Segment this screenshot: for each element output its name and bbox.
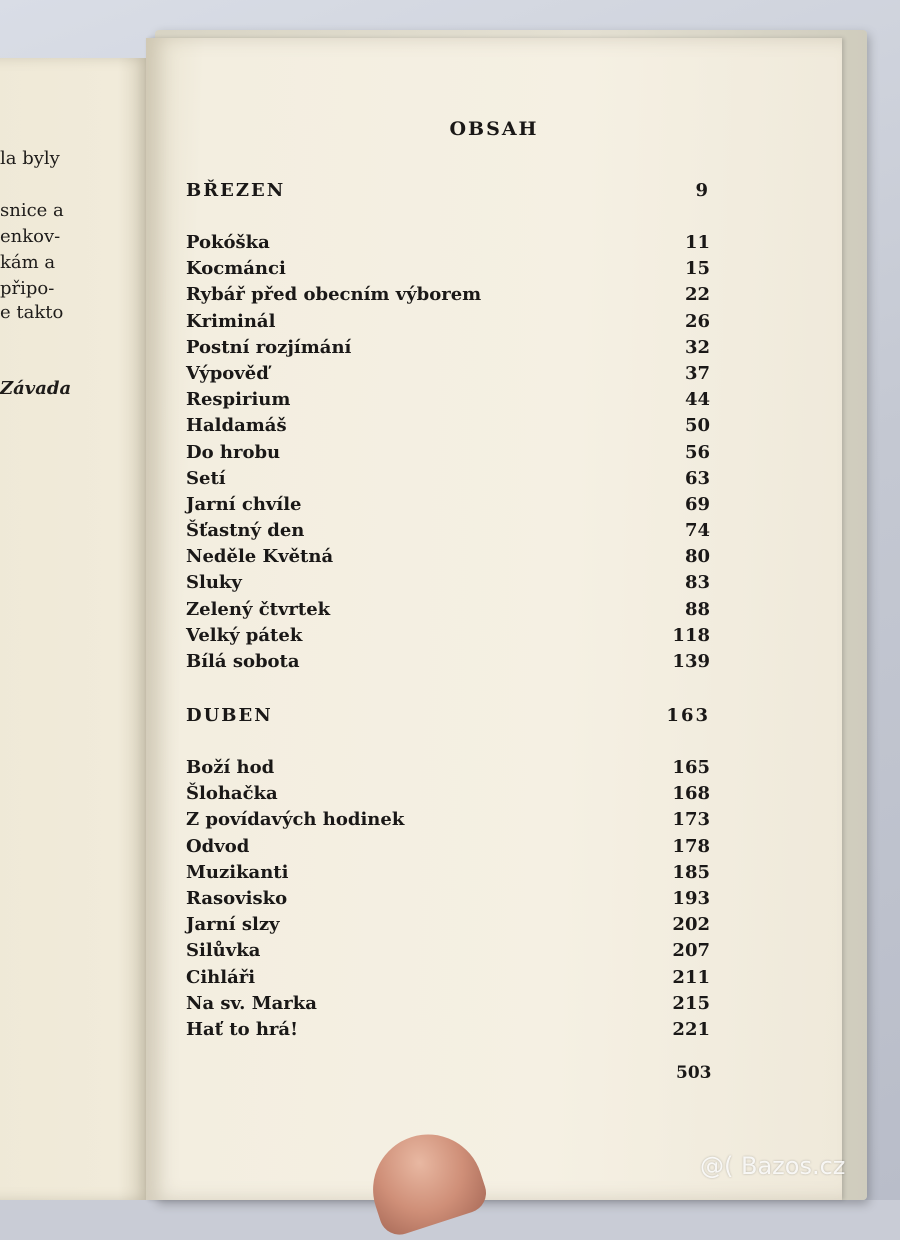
toc-entry [186, 282, 710, 308]
toc-entry [186, 309, 710, 335]
toc-entry-title: Boží hod [186, 757, 275, 778]
toc-entry-title: Sluky [186, 572, 242, 594]
toc-entry-page: 118 [672, 624, 710, 646]
toc-entry-title: Postní rozjímání [186, 336, 352, 358]
toc-entry-page: 178 [672, 835, 710, 857]
toc-entry-title: Hať to hrá! [186, 1018, 298, 1040]
toc-entry [186, 781, 710, 807]
left-page-text-fragment: enkov- [0, 226, 61, 247]
toc-entry-page: 69 [684, 493, 710, 515]
toc-entry-page: 83 [684, 572, 710, 594]
left-page-text-fragment: Závada [0, 378, 72, 399]
toc-entry [186, 1017, 710, 1043]
toc-entry [186, 361, 710, 387]
toc-entry-title: Rasovisko [186, 887, 288, 909]
toc-entry [186, 544, 710, 570]
toc-entry-title: Setí [186, 467, 226, 489]
page-title: OBSAH [449, 118, 539, 140]
toc-entry-page: 221 [672, 1018, 710, 1040]
toc-entry [186, 807, 710, 833]
toc-entry-page: 80 [684, 546, 710, 568]
toc-entry-title: Velký pátek [186, 624, 303, 646]
toc-entry [186, 387, 710, 413]
toc-entry-page: 63 [684, 467, 710, 489]
toc-entry-page: 26 [684, 310, 710, 332]
toc-entry-page: 202 [672, 914, 710, 936]
toc-entry-page: 211 [672, 966, 710, 988]
toc-entry-page: 168 [672, 783, 710, 805]
left-page-text-fragment: připo- [0, 278, 55, 299]
toc-entry-page: 215 [672, 992, 710, 1014]
section-heading-title: BŘEZEN [186, 180, 286, 201]
toc-entry-page: 56 [684, 441, 710, 463]
toc-entry-title: Šťastný den [186, 520, 305, 542]
toc-entry-title: Kriminál [186, 310, 276, 332]
toc-entry-page: 15 [684, 258, 710, 280]
toc-entry [186, 912, 710, 938]
toc-entry-page: 44 [684, 389, 710, 411]
toc-entry-list [186, 230, 710, 675]
toc-entry [186, 230, 710, 256]
toc-entry [186, 597, 710, 623]
left-page-text-fragment: la byly [0, 148, 60, 169]
toc-entry-list [186, 755, 710, 1043]
toc-entry-page: 37 [684, 362, 710, 384]
toc-entry-title: Z povídavých hodinek [186, 809, 405, 831]
toc-entry-title: Muzikanti [186, 861, 289, 883]
toc-entry-title: Bílá sobota [186, 651, 300, 672]
toc-entry-title: Rybář před obecním výborem [186, 284, 482, 306]
toc-entry-title: Pokóška [186, 232, 270, 253]
toc-entry-page: 193 [672, 887, 710, 909]
toc-entry [186, 335, 710, 361]
toc-section-brezen [186, 178, 710, 675]
toc-entry-page: 11 [684, 232, 710, 253]
toc-entry-title: Výpověď [186, 362, 269, 384]
toc-entry [186, 938, 710, 964]
contents-page [146, 38, 842, 1200]
toc-entry [186, 466, 710, 492]
left-page [0, 58, 150, 1200]
toc-entry-page: 207 [672, 940, 710, 962]
left-page-text-fragment: snice a [0, 200, 64, 221]
toc-entry [186, 623, 710, 649]
toc-entry [186, 965, 710, 991]
toc-entry-title: Odvod [186, 835, 250, 857]
toc-entry [186, 256, 710, 282]
toc-entry-title: Neděle Květná [186, 546, 334, 568]
watermark: @( Bazos.cz [700, 1152, 846, 1180]
toc-entry-page: 165 [672, 757, 710, 778]
toc-entry-page: 22 [684, 284, 710, 306]
toc-entry [186, 413, 710, 439]
toc-entry-title: Haldamáš [186, 415, 287, 437]
toc-entry [186, 570, 710, 596]
toc-entry-title: Silůvka [186, 940, 261, 962]
toc-entry-page: 88 [684, 598, 710, 620]
toc-entry [186, 886, 710, 912]
toc-entry-title: Cihláři [186, 966, 256, 988]
toc-entry-page: 173 [672, 809, 710, 831]
toc-entry-page: 32 [684, 336, 710, 358]
section-heading [186, 178, 710, 204]
toc-entry [186, 440, 710, 466]
toc-entry-page: 74 [684, 520, 710, 542]
toc-section-duben [186, 703, 710, 1043]
toc-entry [186, 755, 710, 781]
toc-entry-title: Do hrobu [186, 441, 281, 463]
toc-entry [186, 649, 710, 675]
toc-entry-title: Jarní slzy [186, 914, 280, 936]
toc-entry-page: 50 [684, 415, 710, 437]
toc-entry [186, 834, 710, 860]
toc-entry-page: 185 [672, 861, 710, 883]
page-number: 503 [676, 1063, 712, 1083]
section-heading [186, 703, 710, 729]
toc-entry-title: Na sv. Marka [186, 992, 317, 1014]
section-heading-title: DUBEN [186, 705, 273, 726]
toc-entry-title: Jarní chvíle [186, 493, 302, 515]
left-page-text-fragment: kám a [0, 252, 56, 273]
toc-entry-page: 139 [672, 651, 710, 672]
toc-entry-title: Zelený čtvrtek [186, 598, 331, 620]
section-heading-page: 9 [695, 180, 710, 201]
toc-entry [186, 492, 710, 518]
left-page-text-fragment: e takto [0, 302, 64, 323]
toc-entry-title: Respirium [186, 389, 291, 411]
toc-entry [186, 860, 710, 886]
toc-entry-title: Kocmánci [186, 258, 286, 280]
toc-entry [186, 991, 710, 1017]
toc-entry [186, 518, 710, 544]
section-heading-page: 163 [666, 705, 710, 726]
toc-entry-title: Šlohačka [186, 783, 278, 805]
